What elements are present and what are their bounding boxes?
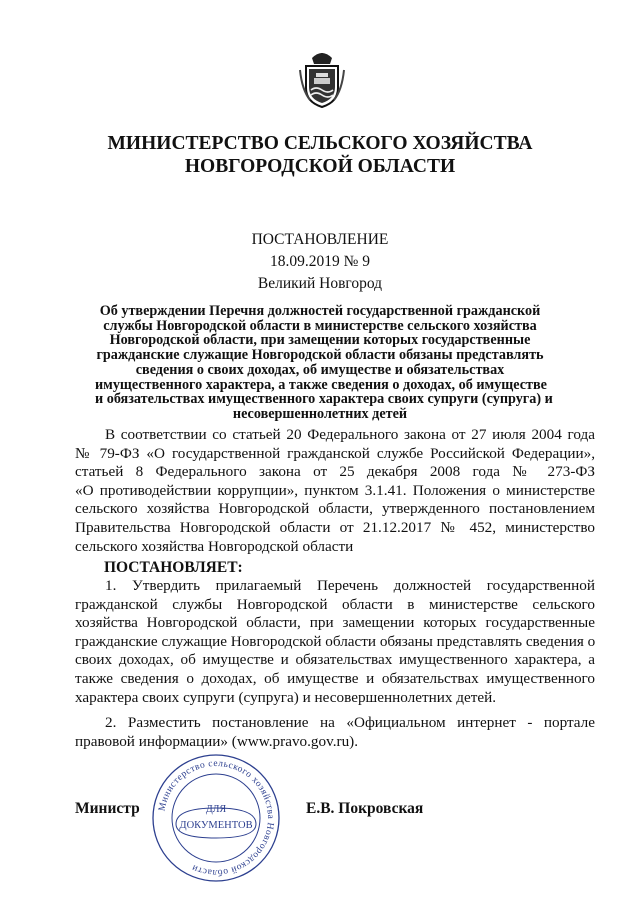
preamble-line: сельского хозяйства Новгородской области, утвержденного постановлением xyxy=(75,500,595,518)
item-2-paragraph xyxy=(75,714,595,751)
title-line: и обязательствах имущественного характера своих супруги (супруга) и xyxy=(95,391,553,408)
document-title xyxy=(95,303,553,422)
stamp-inner-ring xyxy=(172,774,260,862)
item-2-line: 2. Разместить постановление на «Официальном интернет - портале xyxy=(105,714,595,731)
preamble-line: «О противодействии коррупции», пунктом 3.1.41. Положения о министерстве xyxy=(75,481,595,499)
stamp-center-line1: ДЛЯ xyxy=(205,804,227,815)
item-1-line: также сведения о доходах, об имуществе и обязательствах имущественного xyxy=(75,669,595,687)
title-line: несовершеннолетних детей xyxy=(232,405,408,422)
official-stamp xyxy=(150,752,282,884)
item-1-line: характера своих супруги (супруга) и несовершеннолетних детей. xyxy=(75,688,496,706)
signatory-name: Е.В. Покровская xyxy=(306,800,424,817)
preamble-line: № 79-ФЗ «О государственной гражданской службе Российской Федерации», xyxy=(75,444,595,462)
title-line: Об утверждении Перечня должностей государственной гражданской xyxy=(99,303,541,319)
document-city: Великий Новгород xyxy=(257,275,383,292)
document-kind: ПОСТАНОВЛЕНИЕ xyxy=(251,231,389,248)
title-line: Новгородской области, при замещении которых государственные xyxy=(109,332,531,349)
item-1-line: гражданские служащие Новгородской области обязаны представлять сведения о xyxy=(75,632,596,650)
item-2-line: правовой информации» (www.pravo.gov.ru). xyxy=(75,732,359,750)
title-line: службы Новгородской области в министерстве сельского хозяйства xyxy=(103,317,537,334)
title-line: сведения о своих доходах, об имуществе и обязательствах xyxy=(135,361,505,378)
item-1-line: хозяйства Новгородской области, при замещении которых государственные xyxy=(75,614,595,632)
stamp-ring-text: Министерство сельского хозяйства Новгородской области xyxy=(157,758,276,878)
ministry-name-line2: НОВГОРОДСКОЙ ОБЛАСТИ xyxy=(184,156,456,177)
signatory-position: Министр xyxy=(75,800,140,817)
title-line: имущественного характера, а также сведения о доходах, об имуществе xyxy=(95,376,547,393)
preamble-line: сельского хозяйства Новгородской области xyxy=(75,537,354,555)
preamble-line: Правительства Новгородской области от 21.12.2017 № 452, министерство xyxy=(75,518,595,536)
preamble-paragraph xyxy=(75,426,595,556)
preamble-line: статьей 8 Федерального закона от 25 декабря 2008 года № 273-ФЗ xyxy=(75,463,595,481)
item-1-line: 1. Утвердить прилагаемый Перечень должностей государственной xyxy=(105,577,595,594)
item-1-paragraph xyxy=(75,577,595,707)
document-date-number: 18.09.2019 № 9 xyxy=(269,253,371,270)
svg-text:Министерство сельского хозяйст xyxy=(157,759,275,878)
item-1-line: гражданской службы Новгородской области в министерстве сельского xyxy=(75,595,595,613)
coat-of-arms-icon xyxy=(298,50,346,108)
item-1-line: своих доходах, об имуществе и обязательствах имущественного характера, а xyxy=(75,651,595,669)
ministry-name-line1: МИНИСТЕРСТВО СЕЛЬСКОГО ХОЗЯЙСТВА xyxy=(107,133,533,154)
preamble-line: В соответствии со статьей 20 Федерального закона от 27 июля 2004 года xyxy=(105,426,595,443)
stamp-center-line2: ДОКУМЕНТОВ xyxy=(179,820,253,831)
title-line: гражданские служащие Новгородской области обязаны представлять xyxy=(96,347,544,364)
decree-word: ПОСТАНОВЛЯЕТ: xyxy=(104,559,243,576)
